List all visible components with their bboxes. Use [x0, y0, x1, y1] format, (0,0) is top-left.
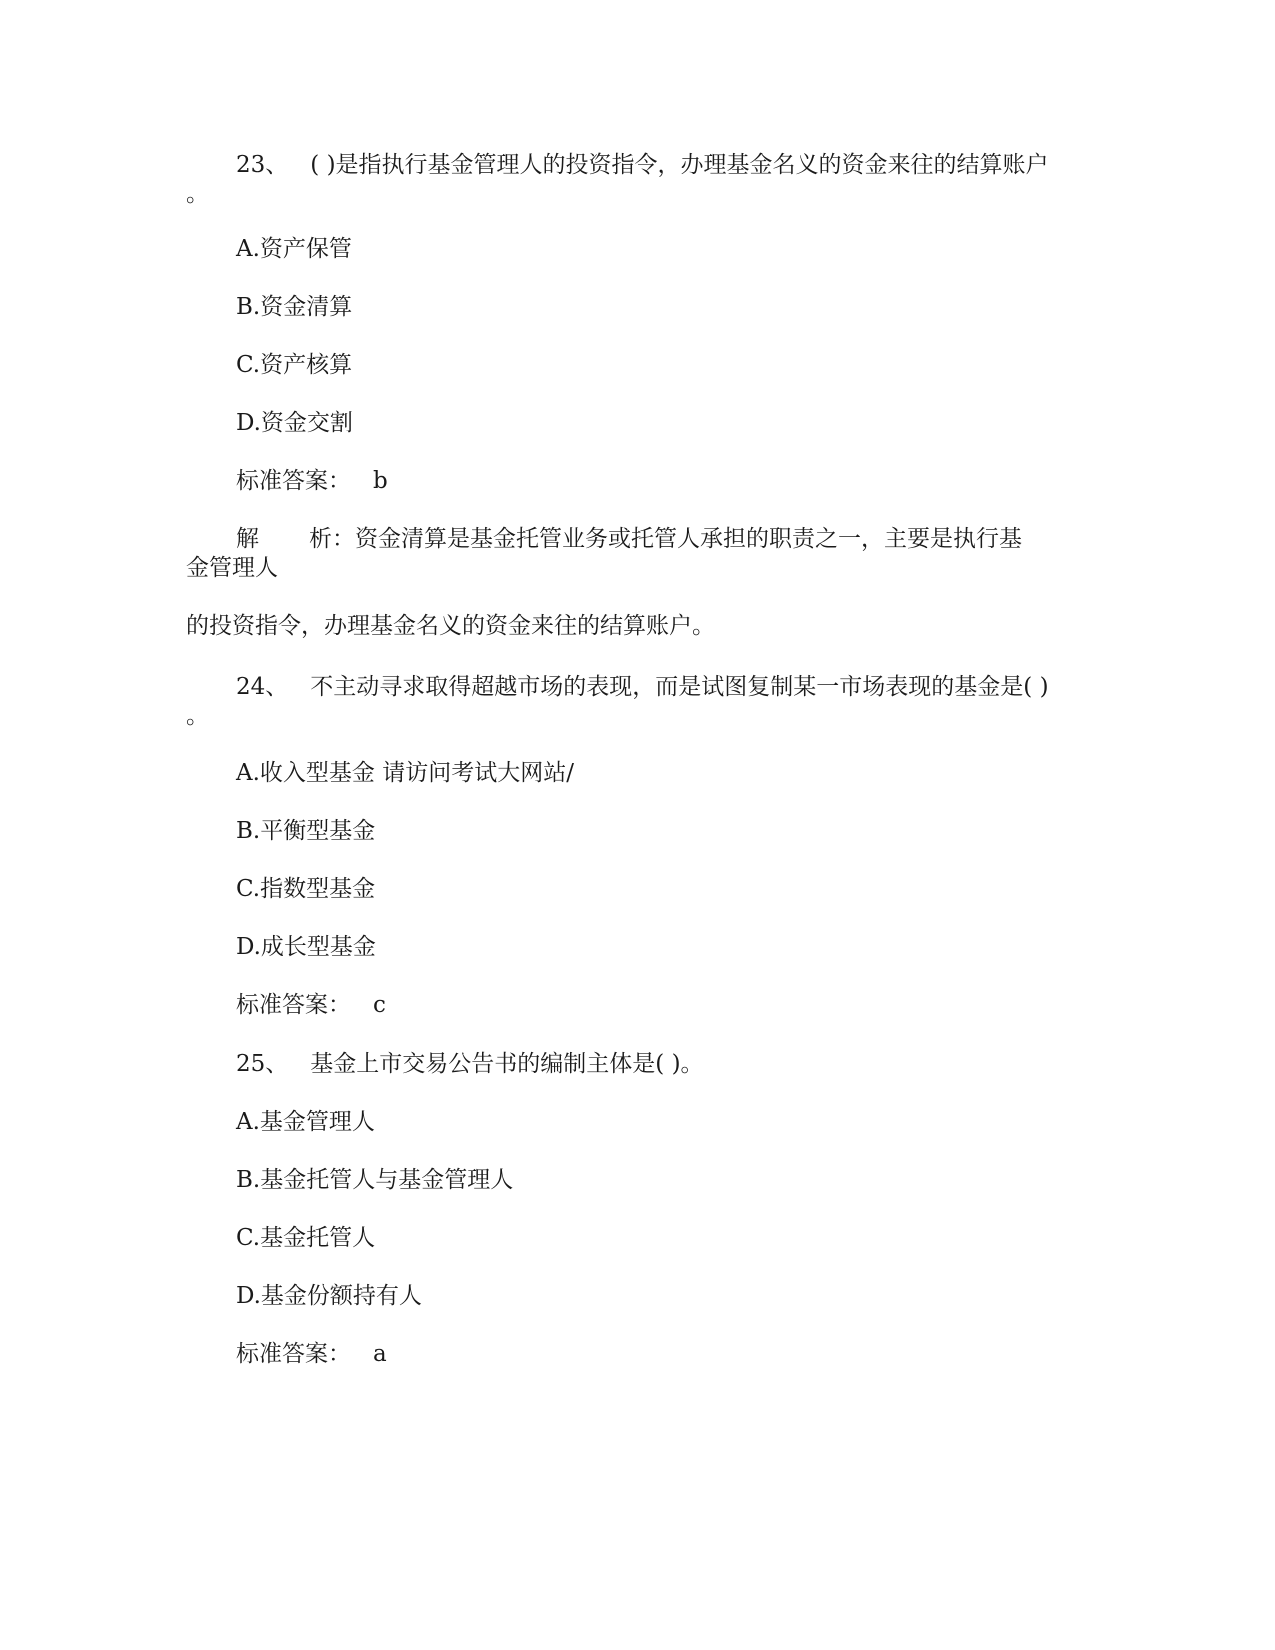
question-23-analysis: [236, 525, 1022, 553]
question-25-stem: [236, 1050, 704, 1078]
analysis-text: 资金清算是基金托管业务或托管人承担的职责之一，主要是执行基: [355, 526, 1022, 552]
question-number: 23、: [236, 152, 289, 178]
question-24-stem-continuation: 。: [186, 703, 209, 729]
question-23-stem-continuation: 。: [186, 181, 209, 207]
answer-value: b: [373, 468, 388, 494]
question-24-option-c: C.指数型基金: [236, 876, 376, 902]
answer-value: a: [373, 1341, 387, 1367]
answer-label: 标准答案：: [236, 468, 351, 494]
question-23-stem: [236, 151, 1049, 179]
question-24-option-a: A.收入型基金 请访问考试大网站/: [236, 760, 574, 786]
question-25-option-c: C.基金托管人: [236, 1225, 376, 1251]
question-23-analysis-line2: 金管理人: [186, 555, 278, 581]
question-23-option-c: C.资产核算: [236, 352, 353, 378]
question-23-option-b: B.资金清算: [236, 294, 353, 320]
question-text: 基金上市交易公告书的编制主体是( )。: [310, 1051, 704, 1077]
question-23-option-d: D.资金交割: [236, 410, 353, 436]
question-24-option-d: D.成长型基金: [236, 934, 376, 960]
analysis-label-part1: 解: [236, 526, 259, 552]
analysis-label-part2: 析：: [309, 526, 355, 552]
question-23-analysis-line3: 的投资指令，办理基金名义的资金来往的结算账户。: [186, 613, 715, 639]
answer-label: 标准答案：: [236, 1341, 351, 1367]
question-24-option-b: B.平衡型基金: [236, 818, 376, 844]
question-25-option-a: A.基金管理人: [236, 1109, 375, 1135]
question-25-answer: [236, 1340, 387, 1368]
question-25-option-d: D.基金份额持有人: [236, 1283, 422, 1309]
question-number: 25、: [236, 1051, 289, 1077]
question-text: 不主动寻求取得超越市场的表现，而是试图复制某一市场表现的基金是( ): [310, 674, 1049, 700]
question-23-answer: [236, 467, 388, 495]
question-23-option-a: A.资产保管: [236, 236, 352, 262]
question-number: 24、: [236, 674, 289, 700]
question-text: ( )是指执行基金管理人的投资指令，办理基金名义的资金来往的结算账户: [310, 152, 1049, 178]
question-24-answer: [236, 991, 386, 1019]
answer-label: 标准答案：: [236, 992, 351, 1018]
question-24-stem: [236, 673, 1049, 701]
answer-value: c: [373, 992, 386, 1018]
question-25-option-b: B.基金托管人与基金管理人: [236, 1167, 514, 1193]
